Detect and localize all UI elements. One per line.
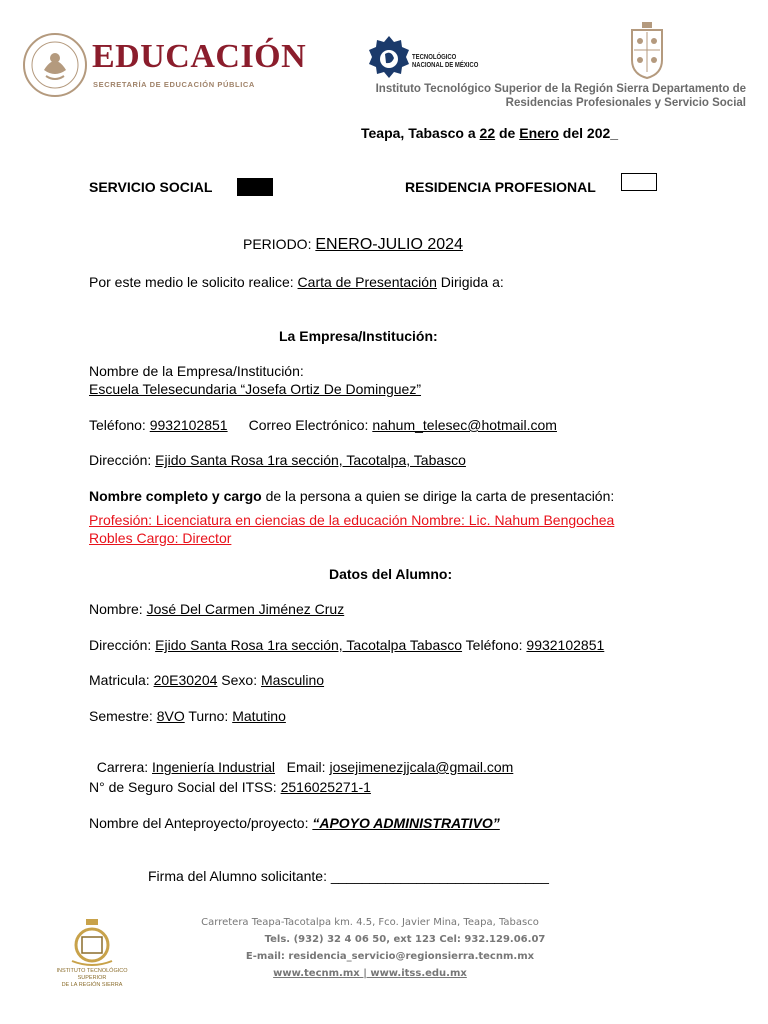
footer-web-links[interactable]: www.tecnm.mx | www.itss.edu.mx — [273, 968, 467, 979]
alumno-address-line — [89, 637, 604, 653]
empresa-phone-value: 9932102851 — [149, 417, 228, 433]
residencia-profesional-checkbox[interactable] — [621, 173, 657, 191]
alumno-name-value: José Del Carmen Jiménez Cruz — [146, 601, 345, 617]
alumno-semestre-label: Semestre: — [89, 708, 157, 724]
alumno-name-label: Nombre: — [89, 601, 147, 617]
alumno-carrera-label: Carrera: — [96, 759, 153, 775]
footer-logo-caption-line1: INSTITUTO TECNOLÓGICO SUPERIOR — [56, 968, 128, 981]
footer-phones: Tels. (932) 32 4 06 50, ext 123 Cel: 932.129.06.07 — [264, 934, 546, 945]
alumno-address-value: Ejido Santa Rosa 1ra sección, Tacotalpa Tabasco — [155, 637, 463, 653]
request-prefix: Por este medio le solicito realice: — [89, 274, 298, 290]
empresa-phone-label: Teléfono: — [89, 417, 150, 433]
date-month: Enero — [519, 125, 559, 141]
empresa-contact-line — [89, 417, 557, 433]
request-suffix: Dirigida a: — [436, 274, 504, 290]
itss-heading-line2: Residencias Profesionales y Servicio Social — [505, 97, 746, 109]
alumno-proyecto-label: Nombre del Anteproyecto/proyecto: — [89, 815, 313, 831]
footer-email: E-mail: residencia_servicio@regionsierra.tecnm.mx — [245, 951, 535, 962]
alumno-phone-label: Teléfono: — [462, 637, 527, 653]
alumno-email-value: josejimenezjjcala@gmail.com — [329, 759, 514, 775]
alumno-sexo-label: Sexo: — [217, 672, 262, 688]
alumno-semestre-value: 8VO — [156, 708, 185, 724]
alumno-address-label: Dirección: — [89, 637, 156, 653]
empresa-address-value: Ejido Santa Rosa 1ra sección, Tacotalpa, Tabasco — [155, 452, 466, 468]
empresa-email-value: nahum_telesec@hotmail.com — [372, 417, 557, 433]
empresa-name-label: Nombre de la Empresa/Institución: — [89, 363, 304, 379]
date-year: del 202_ — [558, 125, 619, 141]
itss-footer-logo-icon — [66, 917, 118, 969]
alumno-semestre-line — [89, 708, 286, 724]
alumno-proyecto-value: “APOYO ADMINISTRATIVO” — [312, 815, 500, 831]
request-document: Carta de Presentación — [297, 274, 437, 290]
empresa-heading: La Empresa/Institución: — [279, 328, 438, 344]
date-line — [361, 125, 618, 141]
sep-title: EDUCACIÓN — [92, 38, 307, 75]
mexico-seal-icon — [22, 32, 88, 98]
alumno-matricula-label: Matricula: — [89, 672, 154, 688]
tecnm-line2: NACIONAL DE MÉXICO — [412, 62, 479, 69]
date-day: 22 — [479, 125, 496, 141]
periodo-value: ENERO-JULIO 2024 — [315, 236, 463, 253]
alumno-turno-value: Matutino — [232, 708, 286, 724]
footer-logo-caption — [48, 968, 136, 989]
servicio-social-label: SERVICIO SOCIAL — [89, 179, 213, 195]
date-de: de — [495, 125, 520, 141]
alumno-phone-value: 9932102851 — [526, 637, 605, 653]
alumno-matricula-value: 20E30204 — [153, 672, 218, 688]
periodo-label: PERIODO: — [243, 236, 316, 252]
empresa-email-label: Correo Electrónico: — [248, 417, 373, 433]
footer-address: Carretera Teapa-Tacotalpa km. 4.5, Fco. Javier Mina, Teapa, Tabasco — [201, 917, 539, 928]
date-prefix: Teapa, Tabasco a — [361, 125, 480, 141]
alumno-matricula-line — [89, 672, 324, 688]
firma-label: Firma del Alumno solicitante: — [148, 868, 331, 884]
tecnm-label — [412, 54, 478, 70]
alumno-carrera-line — [89, 743, 513, 775]
itss-department-heading — [376, 82, 746, 110]
tecnm-line1: TECNOLÓGICO — [412, 54, 457, 61]
footer-contact-block — [190, 914, 550, 982]
alumno-sexo-value: Masculino — [261, 672, 325, 688]
alumno-email-label: Email: — [274, 759, 330, 775]
empresa-address-label: Dirección: — [89, 452, 156, 468]
firma-line — [148, 868, 549, 884]
alumno-nss-value: 2516025271-1 — [280, 779, 371, 795]
contact-person-line2: Robles Cargo: Director — [89, 530, 232, 546]
alumno-nss-line — [89, 779, 371, 795]
alumno-heading: Datos del Alumno: — [329, 566, 453, 582]
servicio-social-checkbox[interactable] — [237, 178, 273, 196]
alumno-name-line — [89, 601, 344, 617]
periodo-line — [243, 236, 463, 254]
contact-instruction-bold: Nombre completo y cargo — [89, 488, 262, 504]
sep-subtitle: SECRETARÍA DE EDUCACIÓN PÚBLICA — [93, 80, 255, 89]
empresa-address-line — [89, 452, 466, 468]
tecnm-gear-logo-icon — [368, 34, 410, 88]
empresa-name-value: Escuela Telesecundaria “Josefa Ortiz De Dominguez” — [89, 381, 422, 397]
alumno-turno-label: Turno: — [184, 708, 233, 724]
itss-shield-icon — [626, 20, 668, 82]
firma-signature-blank[interactable]: ____________________________ — [330, 868, 549, 884]
contact-instruction — [89, 488, 614, 504]
residencia-profesional-label: RESIDENCIA PROFESIONAL — [405, 179, 596, 195]
contact-instruction-rest: de la persona a quien se dirige la carta de presentación: — [261, 488, 615, 504]
footer-logo-caption-line2: DE LA REGIÓN SIERRA — [61, 982, 123, 988]
alumno-proyecto-line — [89, 815, 500, 831]
itss-heading-line1: Instituto Tecnológico Superior de la Región Sierra Departamento de — [375, 83, 746, 95]
contact-person-line1: Profesión: Licenciatura en ciencias de la educación Nombre: Lic. Nahum Bengochea — [89, 512, 615, 528]
alumno-carrera-value: Ingeniería Industrial — [152, 759, 275, 775]
alumno-nss-label: N° de Seguro Social del ITSS: — [89, 779, 281, 795]
request-line — [89, 274, 504, 290]
